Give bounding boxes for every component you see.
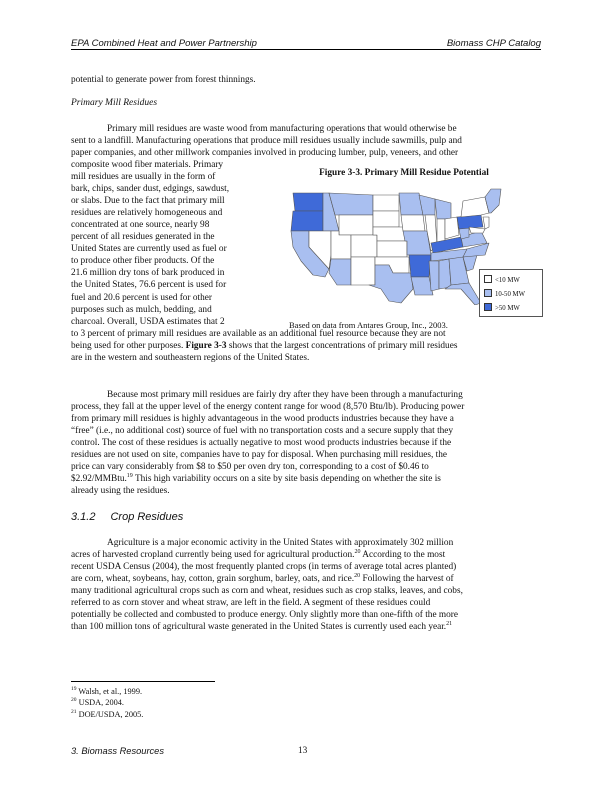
state-north-dakota — [373, 195, 399, 211]
legend-label: >50 MW — [495, 305, 520, 312]
p2-line: already using the residues. — [71, 486, 170, 497]
legend-swatch-low — [484, 275, 492, 283]
p1-narrow-line: concentrated at one source, nearly 98 — [71, 220, 210, 231]
state-michigan — [435, 199, 451, 219]
footnote-number: 20 — [71, 697, 77, 704]
p3-text: According to the most — [360, 550, 446, 561]
p2-line: process, they fall at the upper level of the energy content range for wood (8,570 Btu/lb). Producing power — [71, 402, 465, 413]
p1-narrow-line: percent of all residues generated in the — [71, 232, 215, 243]
p2-line: price can vary considerably from $8 to $50 per oven dry ton, corresponding to a cost of $0.46 to — [71, 462, 429, 473]
p3-text: acres of harvested cropland currently being used for agricultural production. — [71, 550, 355, 561]
intro-line: potential to generate power from forest thinnings. — [71, 75, 256, 85]
map-legend — [479, 269, 543, 317]
figure-title: Figure 3-3. Primary Mill Residue Potential — [319, 168, 489, 178]
state-wyoming — [339, 215, 373, 235]
footnote — [71, 697, 143, 708]
p1-line: Primary mill residues are waste wood from manufacturing operations that would otherwise be — [107, 124, 457, 134]
state-arizona — [329, 259, 351, 285]
figure-caption: Based on data from Antares Group, Inc., 2003. — [289, 320, 448, 330]
p3-line — [71, 621, 541, 633]
p3-line: many traditional agricultural crops such as corn and wheat, residues such as crop stalks, leaves, and cobs, — [71, 586, 463, 597]
p1-line: to 3 percent of primary mill residues are available as an additional fuel resource because they are not — [71, 329, 446, 339]
state-south-dakota — [373, 211, 399, 227]
p1-line: paper companies, and other millwork companies involved in producing lumber, pulp, veneers, and other — [71, 148, 459, 159]
state-iowa — [401, 215, 425, 231]
legend-item — [484, 303, 520, 312]
legend-item — [484, 289, 525, 298]
p1-narrow-line: or slabs. Due to the fact that primary mill — [71, 196, 225, 207]
p1-text: being used for other purposes. — [71, 341, 186, 352]
state-kansas — [377, 241, 407, 257]
state-new-york — [461, 197, 489, 217]
legend-item — [484, 275, 520, 284]
state-oregon — [291, 211, 323, 231]
legend-swatch-high — [484, 303, 492, 311]
state-louisiana — [411, 277, 433, 295]
page-number: 13 — [298, 746, 308, 756]
footnote-ref: 21 — [446, 621, 453, 628]
footnote-rule — [71, 681, 215, 682]
footnote-ref: 20 — [354, 573, 361, 580]
p1-narrow-line: charcoal. Overall, USDA estimates that 2 — [71, 316, 225, 327]
legend-label: 10-50 MW — [495, 291, 526, 298]
p2-line: “free” (i.e., no additional cost) source of fuel with no transportation costs and a secure supply that they — [71, 426, 454, 437]
p1-line — [71, 340, 541, 352]
p3-line: potentially be collected and combusted to produce energy. Only slightly more than one-fifth of the more — [71, 610, 459, 621]
p3-line: referred to as corn stover and wheat straw, are left in the field. A segment of these residues could — [71, 598, 431, 609]
p2-text: This high variability occurs on a site by site basis depending on whether the site is — [132, 474, 441, 485]
state-washington — [293, 193, 323, 211]
state-new-jersey — [483, 217, 489, 229]
footnote-number: 19 — [71, 686, 77, 693]
p2-line: from primary mill residues is highly advantageous in the wood products industries because they have a — [71, 414, 454, 425]
figure-3-3 — [267, 165, 541, 337]
p1-narrow-line: fuel and 20.6 percent is used for other — [71, 292, 212, 303]
p1-narrow-line: United States are currently used as fuel or — [71, 244, 227, 255]
legend-swatch-mid — [484, 289, 492, 297]
footer-chapter: 3. Biomass Resources — [71, 746, 165, 756]
p3-line — [71, 573, 541, 585]
p3-text: are corn, wheat, soybeans, hay, cotton, grain sorghum, barley, oats, and rice. — [71, 574, 355, 585]
p1-narrow-line: composite wood fiber materials. Primary — [71, 160, 224, 170]
section-title: Crop Residues — [110, 511, 184, 523]
p1-text: shows that the largest concentrations of primary mill residues — [226, 341, 458, 352]
footnote — [71, 709, 143, 720]
p3-text: than 100 million tons of agricultural waste generated in the United States is currently used each year. — [71, 622, 447, 633]
figure-ref: Figure 3-3 — [185, 341, 227, 352]
p1-narrow-line: bark, chips, sander dust, edgings, sawdust, — [71, 184, 230, 195]
state-arkansas — [409, 255, 431, 277]
paragraph-1-top — [71, 123, 541, 159]
p2-text: $2.92/MMBtu. — [71, 474, 127, 485]
footnote-ref: 20 — [354, 548, 361, 555]
footnotes — [71, 686, 143, 720]
p1-narrow-line: purposes such as mulch, bedding, and — [71, 304, 212, 315]
legend-label: <10 MW — [495, 277, 520, 284]
section-heading — [71, 511, 183, 523]
state-florida — [445, 283, 481, 305]
p2-line: Because most primary mill residues are fairly dry after they have been through a manufacturing — [107, 390, 463, 400]
header-left: EPA Combined Heat and Power Partnership — [71, 38, 257, 49]
paragraph-2 — [71, 389, 541, 497]
p1-line: are in the western and southeastern regions of the United States. — [71, 353, 310, 364]
p1-narrow-line: the United States, 76.6 percent is used for — [71, 280, 227, 291]
p3-text: Following the harvest of — [360, 574, 454, 585]
us-map — [285, 185, 505, 305]
p1-narrow-line: 21.6 million dry tons of bark produced in — [71, 268, 225, 279]
p3-line: Agriculture is a major economic activity in the United States with approximately 302 million — [107, 538, 454, 548]
p1-narrow-line: residues are relatively homogeneous and — [71, 208, 223, 219]
p2-line — [71, 473, 541, 485]
p1-line: sent to a landfill. Manufacturing operations that produce mill residues usually include sawmills, pulp and — [71, 136, 462, 147]
state-mississippi — [429, 261, 439, 291]
header-right: Biomass CHP Catalog — [446, 38, 541, 49]
p2-line: residues are not used on site, companies have to pay for disposal. When purchasing mill residues, the — [71, 450, 448, 461]
footnote-text: USDA, 2004. — [76, 698, 124, 708]
p3-line — [71, 549, 541, 561]
paragraph-3 — [71, 537, 541, 633]
state-maryland — [469, 227, 485, 233]
state-colorado — [351, 235, 377, 257]
state-utah — [331, 231, 351, 259]
section-number: 3.1.2 — [71, 511, 96, 523]
state-nebraska — [373, 227, 405, 241]
p2-line: control. The cost of these residues is actually negative to most wood products industries because if the — [71, 438, 452, 449]
p3-line: recent USDA Census (2004), the most frequently planted crops (in terms of average total acres planted) — [71, 562, 457, 573]
state-missouri — [403, 231, 431, 255]
footnote-text: DOE/USDA, 2005. — [76, 709, 144, 719]
p1-narrow-line: to produce other fiber products. Of the — [71, 256, 215, 267]
state-ohio — [445, 217, 459, 239]
footnote — [71, 686, 143, 697]
p1-narrow-line: mill residues are usually in the form of — [71, 172, 216, 183]
footnote-number: 21 — [71, 709, 77, 716]
subheading-primary-mill-residues: Primary Mill Residues — [71, 98, 158, 108]
footnote-text: Walsh, et al., 1999. — [76, 687, 143, 696]
footnote-ref: 19 — [126, 473, 133, 480]
state-new-mexico — [351, 257, 375, 285]
state-montana — [329, 193, 373, 215]
paragraph-1-wrap — [71, 159, 261, 328]
header-rule — [71, 49, 541, 50]
